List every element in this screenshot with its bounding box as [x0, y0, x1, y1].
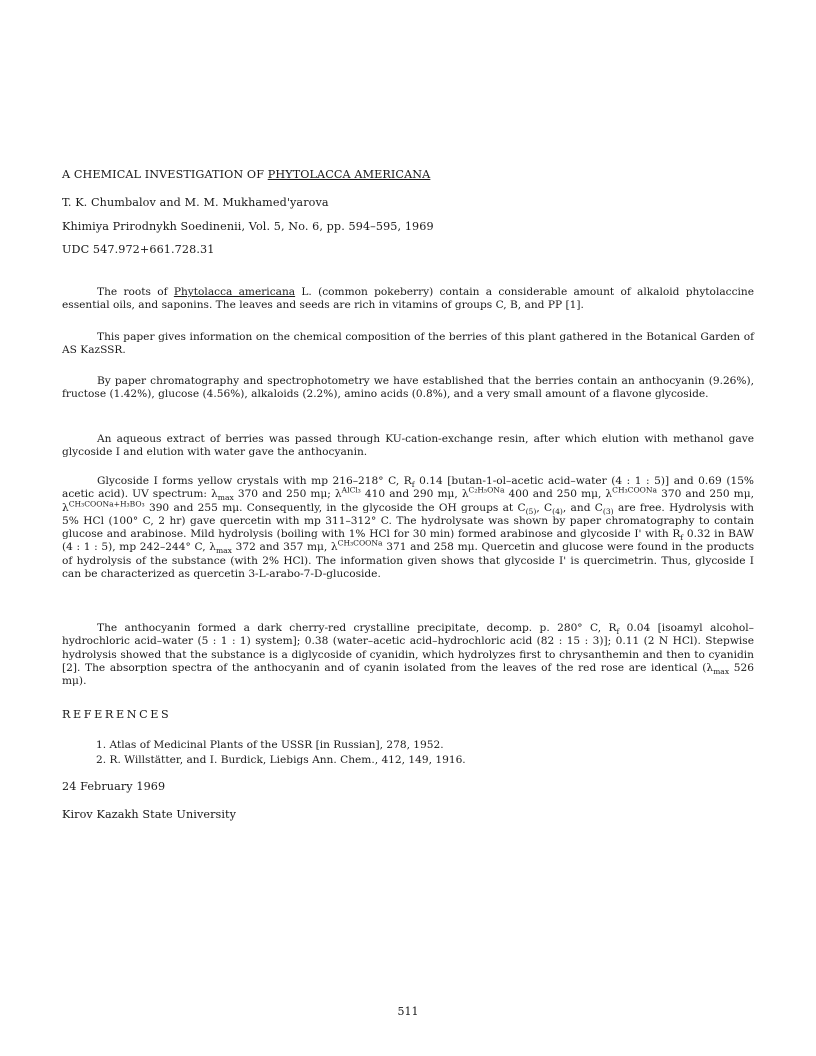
species-name: Phytolacca americana — [173, 286, 296, 298]
reference-item: 2. R. Willstätter, and I. Burdick, Liebigs Ann. Chem., 412, 149, 1916. — [96, 753, 466, 766]
paper-title — [62, 168, 754, 182]
paragraph-6: The anthocyanin formed a dark cherry-red crystalline precipitate, decomp. p. 280° C, $R_f$ 0.04 [isoamyl alcohol–hydrochloric acid–water (5 : 1 : 1) system]; 0.38 (water–acetic acid–hydrochloric acid (82 : 15 : 3)]; 0.11 (2 N HCl). Stepwise hydrolysis showed that the substance is a diglycoside of cyanidin, which hydrolyzes first to chrysanthemin and then to cyanidin [2]. The absorption spectra of the anthocyanin and of cyanin isolated from the leaves of the red rose are identical ($\lambda_{max}$ 526 mμ). — [62, 622, 754, 688]
paragraph-1: The roots of Phytolacca americana L. (common pokeberry) contain a considerable amount of alkaloid phytolaccine essential oils, and saponins. The leaves and seeds are rich in vitamins of groups C, B, and PP [1]. — [62, 286, 754, 312]
title-species: PHYTOLACCA AMERICANA — [267, 168, 431, 181]
received-date: 24 February 1969 — [62, 780, 166, 793]
reference-list — [96, 738, 716, 767]
authors: T. K. Chumbalov and M. M. Mukhamed'yarova — [62, 196, 329, 209]
paragraph-4: An aqueous extract of berries was passed through KU-cation-exchange resin, after which elution with methanol gave glycoside I and elution with water gave the anthocyanin. — [62, 433, 754, 459]
paragraph-2: This paper gives information on the chemical composition of the berries of this plant gathered in the Botanical Garden of AS KazSSR. — [62, 331, 754, 357]
paragraph-5: Glycoside I forms yellow crystals with mp 216–218° C, $R_f$ 0.14 [butan-1-ol–acetic acid–water (4 : 1 : 5)] and 0.69 (15% acetic acid). UV spectrum: $\lambda_{max}$ 370 and 250 mμ; $\lambda^{AlCl_3}$ 410 and 290 mμ, $\lambda^{C_2H_5ONa}$ 400 and 250 mμ, $\lambda^{CH_3COONa}$ 370 and 250 mμ, $\lambda^{CH_3COONa+H_3BO_3}$ 390 and 255 mμ. Consequently, in the glycoside the OH groups at $C_{(5)}$, $C_{(4)}$, and $C_{(3)}$ are free. Hydrolysis with 5% HCl (100° C, 2 hr) gave quercetin with mp 311–312° C. The hydrolysate was shown by paper chromatography to contain glucose and arabinose. Mild hydrolysis (boiling with 1% HCl for 30 min) formed arabinose and glycoside I' with $R_f$ 0.32 in BAW (4 : 1 : 5), mp 242–244° C, $\lambda_{max}$ 372 and 357 mμ, $\lambda^{CH_3COONa}$ 371 and 258 mμ. Quercetin and glucose were found in the products of hydrolysis of the substance (with 2% HCl). The information given shows that glycoside I' is quercimetrin. Thus, glycoside I can be characterized as quercetin 3-L-arabo-7-D-glucoside. — [62, 475, 755, 581]
affiliation: Kirov Kazakh State University — [62, 808, 237, 821]
journal-citation: Khimiya Prirodnykh Soedinenii, Vol. 5, No. 6, pp. 594–595, 1969 — [62, 220, 434, 233]
reference-item: 1. Atlas of Medicinal Plants of the USSR [in Russian], 278, 1952. — [96, 739, 444, 751]
title-lead: A CHEMICAL INVESTIGATION OF — [62, 168, 268, 181]
paragraph-3: By paper chromatography and spectrophotometry we have established that the berries contain an anthocyanin (9.26%), fructose (1.42%), glucose (4.56%), alkaloids (2.2%), amino acids (0.8%), and a very small amount of a flavone glycoside. — [62, 375, 754, 401]
page-number: 511 — [397, 1005, 419, 1018]
references-heading: REFERENCES — [62, 708, 172, 721]
udc-code: UDC 547.972+661.728.31 — [62, 243, 215, 256]
